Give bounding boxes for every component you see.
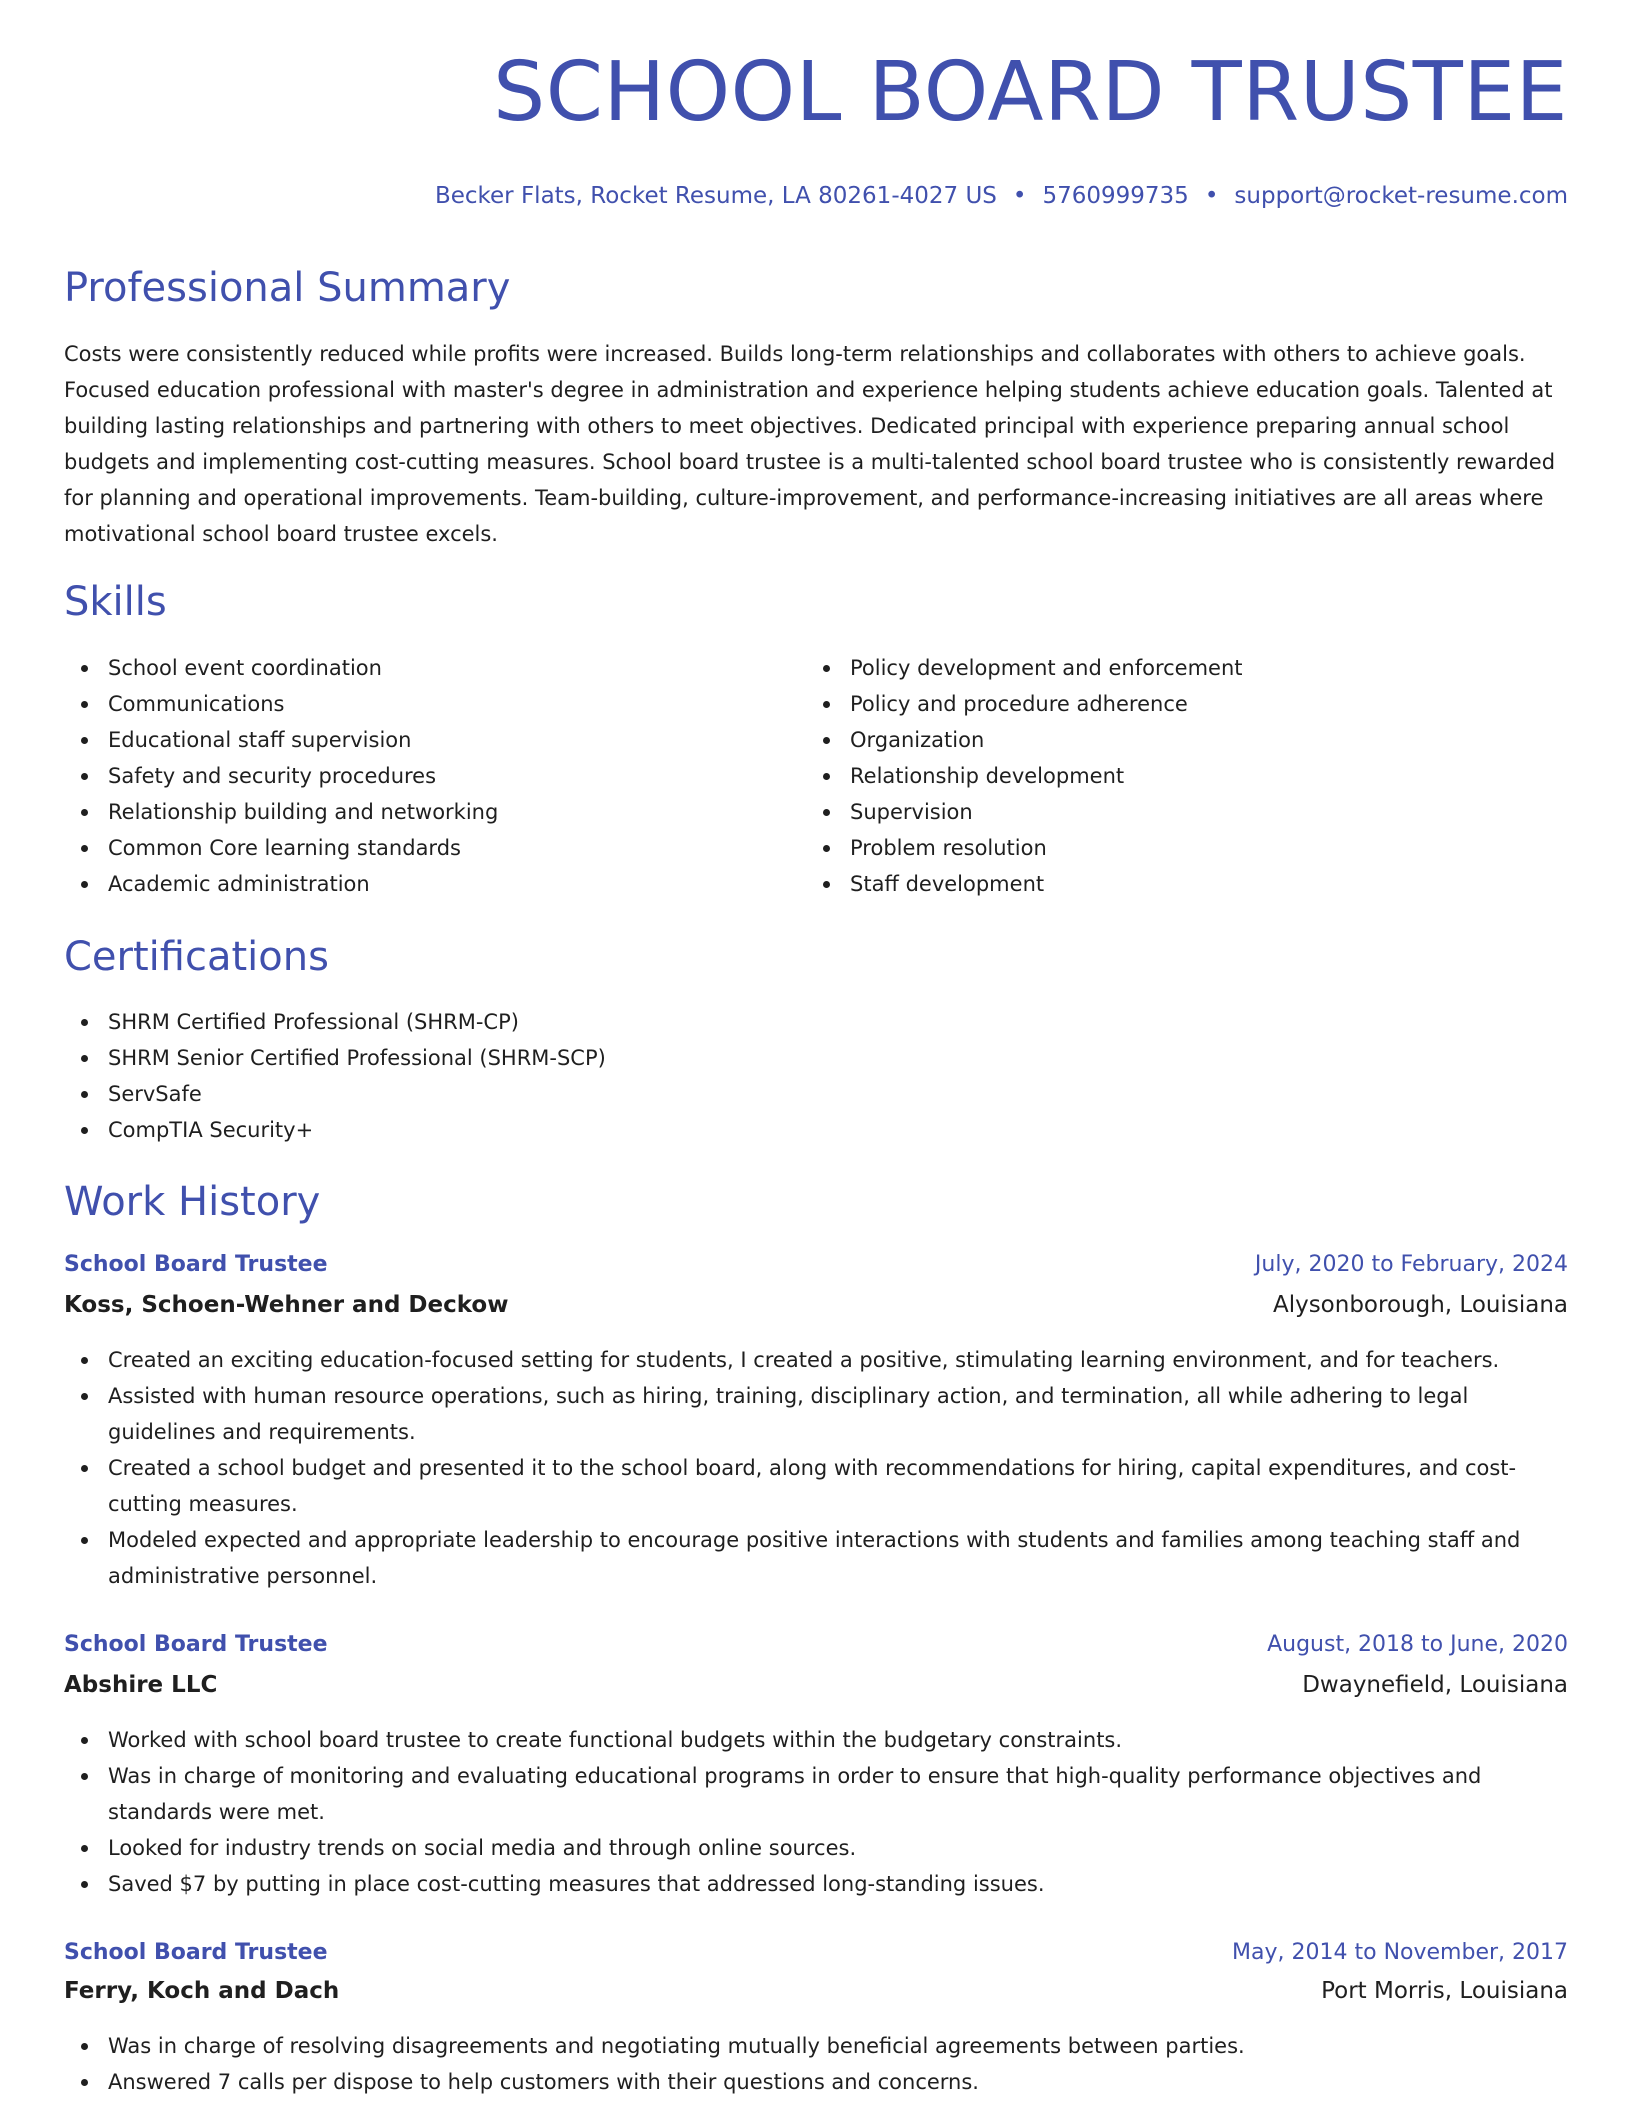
section-title-skills: Skills: [64, 579, 167, 625]
skill-item: Relationship development: [806, 758, 1526, 794]
skill-item: Safety and security procedures: [64, 758, 784, 794]
job-dates: May, 2014 to November, 2017: [1232, 1940, 1568, 1965]
job-bullet: Created an exciting education-focused setting for students, I created a positive, stimulating learning environment, and for teachers.: [64, 1342, 1568, 1378]
skill-item: Communications: [64, 686, 784, 722]
skill-item: Academic administration: [64, 866, 784, 902]
section-title-certifications: Certifications: [64, 934, 329, 980]
contact-separator: •: [1204, 183, 1219, 209]
skill-item: Organization: [806, 722, 1526, 758]
job-location: Port Morris, Louisiana: [1321, 1978, 1568, 2004]
skill-item: Common Core learning standards: [64, 830, 784, 866]
skill-item: Supervision: [806, 794, 1526, 830]
job-bullet: Was in charge of monitoring and evaluating educational programs in order to ensure that high-quality performance objectives and standards were met.: [64, 1758, 1568, 1830]
skill-item: Staff development: [806, 866, 1526, 902]
job-bullet: Answered 7 calls per dispose to help customers with their questions and concerns.: [64, 2064, 1568, 2100]
job-company: Koss, Schoen-Wehner and Deckow: [64, 1292, 509, 1318]
section-title-work-history: Work History: [64, 1179, 321, 1225]
job-bullet: Was in charge of resolving disagreements and negotiating mutually beneficial agreements between parties.: [64, 2028, 1568, 2064]
skills-list-left: [64, 650, 784, 902]
certification-item: SHRM Senior Certified Professional (SHRM-SCP): [64, 1040, 1568, 1076]
job-bullet: Created a school budget and presented it to the school board, along with recommendations for hiring, capital expenditures, and cost-cutting measures.: [64, 1450, 1568, 1522]
job-title: School Board Trustee: [64, 1940, 328, 1965]
job-company: Abshire LLC: [64, 1672, 218, 1698]
job-bullet-list: [64, 1722, 1568, 1902]
contact-address: Becker Flats, Rocket Resume, LA 80261-4027 US: [434, 183, 997, 209]
skill-item: Problem resolution: [806, 830, 1526, 866]
job-bullet: Assisted with human resource operations, such as hiring, training, disciplinary action, and termination, all while adhering to legal guidelines and requirements.: [64, 1378, 1568, 1450]
contact-line: [435, 183, 1568, 209]
job-location: Dwaynefield, Louisiana: [1302, 1672, 1568, 1698]
skills-list-right: [806, 650, 1526, 902]
skill-item: Policy and procedure adherence: [806, 686, 1526, 722]
job-bullet-list: [64, 2028, 1568, 2100]
skill-item: Educational staff supervision: [64, 722, 784, 758]
skill-item: School event coordination: [64, 650, 784, 686]
job-location: Alysonborough, Louisiana: [1272, 1292, 1568, 1318]
contact-email[interactable]: support@rocket-resume.com: [1234, 183, 1568, 209]
job-bullet: Saved $7 by putting in place cost-cutting measures that addressed long-standing issues.: [64, 1866, 1568, 1902]
job-dates: July, 2020 to February, 2024: [1254, 1252, 1568, 1277]
job-title: School Board Trustee: [64, 1252, 328, 1277]
job-bullet: Worked with school board trustee to create functional budgets within the budgetary constraints.: [64, 1722, 1568, 1758]
certification-item: SHRM Certified Professional (SHRM-CP): [64, 1004, 1568, 1040]
job-company: Ferry, Koch and Dach: [64, 1978, 340, 2004]
certification-item: ServSafe: [64, 1076, 1568, 1112]
skill-item: Policy development and enforcement: [806, 650, 1526, 686]
certification-item: CompTIA Security+: [64, 1112, 1568, 1148]
section-title-summary: Professional Summary: [64, 265, 511, 311]
job-bullet: Looked for industry trends on social media and through online sources.: [64, 1830, 1568, 1866]
summary-text: Costs were consistently reduced while profits were increased. Builds long-term relationships and collaborates with others to achieve goals. Focused education professional with master's degree in administration and experience helping students achieve education goals. Talented at building lasting relationships and partnering with others to meet objectives. Dedicated principal with experience preparing annual school budgets and implementing cost-cutting measures. School board trustee is a multi-talented school board trustee who is consistently rewarded for planning and operational improvements. Team-building, culture-improvement, and performance-increasing initiatives are all areas where motivational school board trustee excels.: [64, 342, 1556, 546]
job-bullet: Modeled expected and appropriate leadership to encourage positive interactions with students and families among teaching staff and administrative personnel.: [64, 1522, 1568, 1594]
certifications-list: [64, 1004, 1568, 1148]
candidate-name: SCHOOL BOARD TRUSTEE: [493, 45, 1568, 140]
skill-item: Relationship building and networking: [64, 794, 784, 830]
contact-separator: •: [1012, 183, 1027, 209]
job-dates: August, 2018 to June, 2020: [1267, 1632, 1568, 1657]
job-bullet-list: [64, 1342, 1568, 1594]
contact-phone: 5760999735: [1042, 183, 1189, 209]
job-title: School Board Trustee: [64, 1632, 328, 1657]
